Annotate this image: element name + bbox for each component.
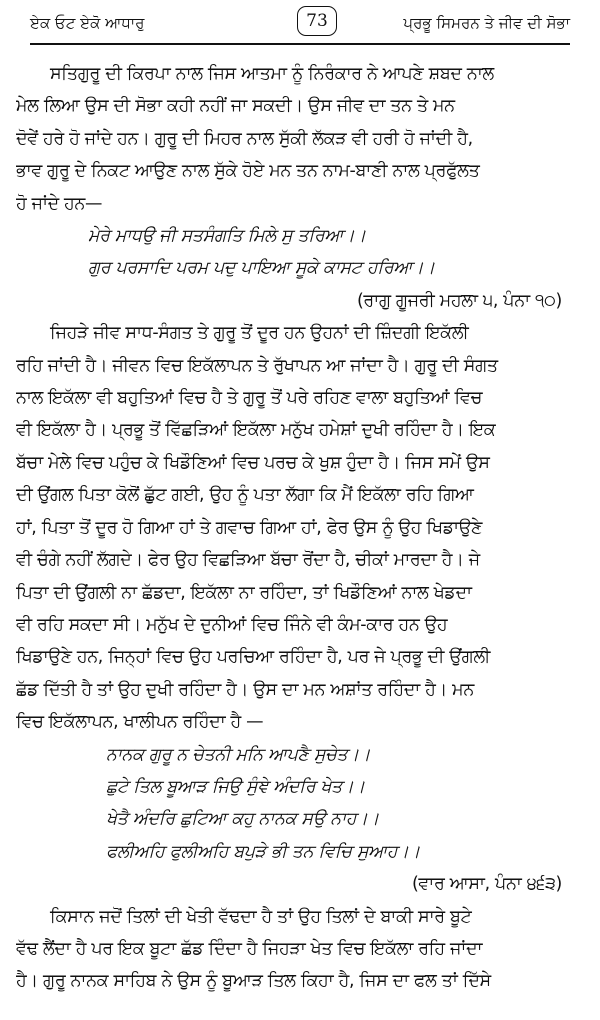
header-left-title: ਏਕ ਓਟ ਏਕੋ ਆਧਾਰੁ <box>30 14 145 32</box>
paragraph-line: ਰਹਿ ਜਾਂਦੀ ਹੈ। ਜੀਵਨ ਵਿਚ ਇਕੱਲਾਪਨ ਤੇ ਰੁੱਖਾਪਨ ਆ ਜਾਂਦਾ ਹੈ। ਗੁਰੂ ਦੀ ਸੰਗਤ <box>16 355 498 376</box>
scripture-quote-line: ਮੇਰੇ ਮਾਧਉ ਜੀ ਸਤਸੰਗਤਿ ਮਿਲੇ ਸੁ ਤਰਿਆ।। <box>88 226 366 247</box>
scripture-quote-line: ਨਾਨਕ ਗੁਰੂ ਨ ਚੇਤਨੀ ਮਨਿ ਆਪਣੈ ਸੁਚੇਤ।। <box>106 744 371 765</box>
scripture-quote-line: ਗੁਰ ਪਰਸਾਦਿ ਪਰਮ ਪਦੁ ਪਾਇਆ ਸੂਕੇ ਕਾਸਟ ਹਰਿਆ।। <box>88 258 435 279</box>
paragraph-line: ਬੱਚਾ ਮੇਲੇ ਵਿਚ ਪਹੁੰਚ ਕੇ ਖਿਡੌਣਿਆਂ ਵਿਚ ਪਰਚ ਕੇ ਖੁਸ਼ ਹੁੰਦਾ ਹੈ। ਜਿਸ ਸਮੇਂ ਉਸ <box>16 452 490 473</box>
header-rule <box>30 43 570 45</box>
running-header <box>16 0 584 46</box>
paragraph-line: ਕਿਸਾਨ ਜਦੋਂ ਤਿਲਾਂ ਦੀ ਖੇਤੀ ਵੱਢਦਾ ਹੈ ਤਾਂ ਉਹ ਤਿਲਾਂ ਦੇ ਬਾਕੀ ਸਾਰੇ ਬੂਟੇ <box>50 906 472 927</box>
scripture-reference: (ਰਾਗੁ ਗੂਜਰੀ ਮਹਲਾ ੫, ਪੰਨਾ ੧੦) <box>356 290 562 311</box>
scripture-reference: (ਵਾਰ ਆਸਾ, ਪੰਨਾ ੪੬੩) <box>411 874 562 895</box>
header-right-title: ਪ੍ਰਭੂ ਸਿਮਰਨ ਤੇ ਜੀਵ ਦੀ ਸੋਭਾ <box>403 14 570 32</box>
page-number: 73 <box>297 6 337 36</box>
paragraph-line: ਖਿਡਾਉਣੇ ਹਨ, ਜਿਨ੍ਹਾਂ ਵਿਚ ਉਹ ਪਰਚਿਆ ਰਹਿੰਦਾ ਹੈ, ਪਰ ਜੇ ਪ੍ਰਭੂ ਦੀ ਉਂਗਲੀ <box>16 647 491 668</box>
paragraph-line: ਜਿਹੜੇ ਜੀਵ ਸਾਧ-ਸੰਗਤ ਤੇ ਗੁਰੂ ਤੋਂ ਦੂਰ ਹਨ ਉਹਨਾਂ ਦੀ ਜ਼ਿੰਦਗੀ ਇਕੱਲੀ <box>50 323 469 344</box>
paragraph-line: ਦੋਵੇਂ ਹਰੇ ਹੋ ਜਾਂਦੇ ਹਨ। ਗੁਰੂ ਦੀ ਮਿਹਰ ਨਾਲ ਸੁੱਕੀ ਲੱਕੜ ਵੀ ਹਰੀ ਹੋ ਜਾਂਦੀ ਹੈ, <box>16 128 473 149</box>
paragraph-line: ਮੇਲ ਲਿਆ ਉਸ ਦੀ ਸੋਭਾ ਕਹੀ ਨਹੀਂ ਜਾ ਸਕਦੀ। ਉਸ ਜੀਵ ਦਾ ਤਨ ਤੇ ਮਨ <box>16 96 455 117</box>
paragraph-line: ਵੀ ਰਹਿ ਸਕਦਾ ਸੀ। ਮਨੁੱਖ ਦੇ ਦੁਨੀਆਂ ਵਿਚ ਜਿੰਨੇ ਵੀ ਕੰਮ-ਕਾਰ ਹਨ ਉਹ <box>16 614 448 635</box>
paragraph-line: ਵੀ ਇਕੱਲਾ ਹੈ। ਪ੍ਰਭੂ ਤੋਂ ਵਿੱਛੜਿਆਂ ਇਕੱਲਾ ਮਨੁੱਖ ਹਮੇਸ਼ਾਂ ਦੁਖੀ ਰਹਿੰਦਾ ਹੈ। ਇਕ <box>16 420 496 441</box>
scripture-quote-line: ਫਲੀਅਹਿ ਫੁਲੀਅਹਿ ਬਪੁੜੇ ਭੀ ਤਨ ਵਿਚਿ ਸੁਆਹ।। <box>106 841 420 862</box>
paragraph-line: ਛੱਡ ਦਿੱਤੀ ਹੈ ਤਾਂ ਉਹ ਦੁਖੀ ਰਹਿੰਦਾ ਹੈ। ਉਸ ਦਾ ਮਨ ਅਸ਼ਾਂਤ ਰਹਿੰਦਾ ਹੈ। ਮਨ <box>16 679 474 700</box>
scripture-quote-line: ਛੁਟੇ ਤਿਲ ਬੂਆੜ ਜਿਉ ਸੁੰਞੇ ਅੰਦਰਿ ਖੇਤ।। <box>106 776 365 797</box>
scripture-quote-line: ਖੇਤੈ ਅੰਦਰਿ ਛੁਟਿਆ ਕਹੁ ਨਾਨਕ ਸਉ ਨਾਹ।। <box>106 809 379 830</box>
paragraph-line: ਵਿਚ ਇਕੱਲਾਪਨ, ਖਾਲੀਪਨ ਰਹਿੰਦਾ ਹੈ — <box>16 712 264 733</box>
paragraph-line: ਹੈ। ਗੁਰੂ ਨਾਨਕ ਸਾਹਿਬ ਨੇ ਉਸ ਨੂੰ ਬੂਆੜ ਤਿਲ ਕਿਹਾ ਹੈ, ਜਿਸ ਦਾ ਫਲ ਤਾਂ ਦਿੱਸੇ <box>16 971 491 992</box>
paragraph-line: ਹਾਂ, ਪਿਤਾ ਤੋਂ ਦੂਰ ਹੋ ਗਿਆ ਹਾਂ ਤੇ ਗਵਾਚ ਗਿਆ ਹਾਂ, ਫੇਰ ਉਸ ਨੂੰ ਉਹ ਖਿਡਾਉਣੇ <box>16 517 483 538</box>
paragraph-line: ਵੀ ਚੰਗੇ ਨਹੀਂ ਲੱਗਦੇ। ਫੇਰ ਉਹ ਵਿਛੜਿਆ ਬੱਚਾ ਰੋਂਦਾ ਹੈ, ਚੀਕਾਂ ਮਾਰਦਾ ਹੈ। ਜੇ <box>16 550 480 571</box>
paragraph-line: ਭਾਵ ਗੁਰੂ ਦੇ ਨਿਕਟ ਆਉਣ ਨਾਲ ਸੁੱਕੇ ਹੋਏ ਮਨ ਤਨ ਨਾਮ-ਬਾਣੀ ਨਾਲ ਪ੍ਰਫੁੱਲਤ <box>16 161 480 182</box>
paragraph-line: ਨਾਲ ਇਕੱਲਾ ਵੀ ਬਹੁਤਿਆਂ ਵਿਚ ਹੈ ਤੇ ਗੁਰੂ ਤੋਂ ਪਰੇ ਰਹਿਣ ਵਾਲਾ ਬਹੁਤਿਆਂ ਵਿਚ <box>16 388 483 409</box>
paragraph-line: ਹੋ ਜਾਂਦੇ ਹਨ— <box>16 193 103 214</box>
page-body <box>16 58 584 998</box>
paragraph-line: ਪਿਤਾ ਦੀ ਉਂਗਲੀ ਨਾ ਛੱਡਦਾ, ਇਕੱਲਾ ਨਾ ਰਹਿੰਦਾ, ਤਾਂ ਖਿਡੌਣਿਆਂ ਨਾਲ ਖੇਡਦਾ <box>16 582 472 603</box>
paragraph-line: ਵੱਢ ਲੈਂਦਾ ਹੈ ਪਰ ਇਕ ਬੂਟਾ ਛੱਡ ਦਿੰਦਾ ਹੈ ਜਿਹੜਾ ਖੇਤ ਵਿਚ ਇਕੱਲਾ ਰਹਿ ਜਾਂਦਾ <box>16 938 483 959</box>
paragraph-line: ਦੀ ਉਂਗਲ ਪਿਤਾ ਕੋਲੋਂ ਛੁੱਟ ਗਈ, ਉਹ ਨੂੰ ਪਤਾ ਲੱਗਾ ਕਿ ਮੈਂ ਇਕੱਲਾ ਰਹਿ ਗਿਆ <box>16 485 474 506</box>
paragraph-line: ਸਤਿਗੁਰੂ ਦੀ ਕਿਰਪਾ ਨਾਲ ਜਿਸ ਆਤਮਾ ਨੂੰ ਨਿਰੰਕਾਰ ਨੇ ਆਪਣੇ ਸ਼ਬਦ ਨਾਲ <box>50 64 494 84</box>
